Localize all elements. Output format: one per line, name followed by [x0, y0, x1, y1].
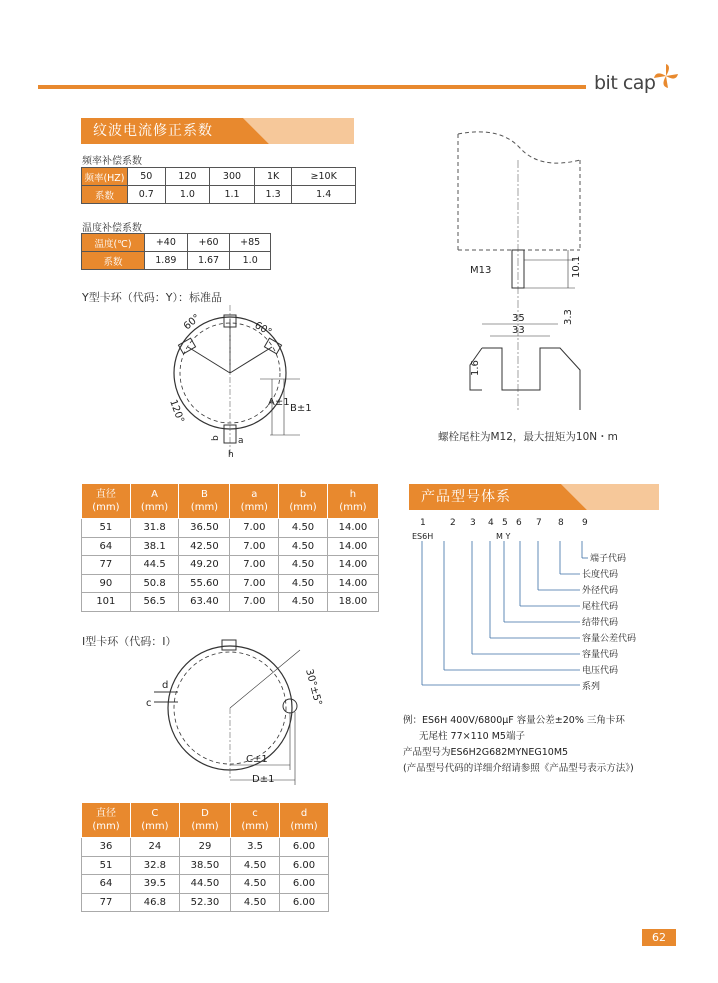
table-header-row — [82, 484, 379, 519]
temp-table — [81, 233, 271, 270]
table-cell: 4.50 — [231, 893, 280, 912]
code-num: 2 — [450, 518, 456, 528]
table-cell: +40 — [145, 234, 188, 252]
table-cell: 6.00 — [280, 875, 329, 894]
table-cell: 101 — [82, 593, 131, 612]
table-cell: 44.5 — [130, 556, 179, 575]
i-label-c: c — [146, 698, 152, 709]
y-label-b1: B±1 — [290, 403, 312, 414]
table-row — [82, 856, 329, 875]
i-label-c1: C±1 — [246, 754, 268, 765]
table-cell: 300 — [210, 168, 255, 186]
table-row — [82, 893, 329, 912]
example-line-1: 例：ES6H 400V/6800μF 容量公差±20% 三角卡环 — [403, 715, 625, 726]
table-cell: 1.67 — [187, 252, 230, 270]
y-label-120: 120° — [167, 398, 186, 425]
table-cell: 1.0 — [230, 252, 271, 270]
table-header: D (mm) — [179, 803, 230, 838]
bolt-label-3-3: 3.3 — [563, 309, 574, 325]
bolt-label-1-6: 1.6 — [470, 360, 481, 376]
table-cell: 1K — [254, 168, 292, 186]
y-clamp-drawing — [160, 305, 340, 465]
table-cell: 46.8 — [130, 893, 179, 912]
table-cell: 36.50 — [179, 519, 230, 538]
table-header: b (mm) — [279, 484, 328, 519]
table-header: h (mm) — [327, 484, 378, 519]
table-cell: 50 — [128, 168, 166, 186]
header-rule — [38, 85, 586, 89]
code-num: 8 — [558, 518, 564, 528]
code-num: 9 — [582, 518, 588, 528]
table-cell: 31.8 — [130, 519, 179, 538]
table-cell: 系数 — [82, 252, 145, 270]
table-header: c (mm) — [231, 803, 280, 838]
bolt-label-33: 33 — [512, 325, 525, 336]
table-row — [82, 875, 329, 894]
table-header: 直径 (mm) — [82, 484, 131, 519]
y-label-a1: A±1 — [268, 397, 290, 408]
example-line-2: 无尾柱 77×110 M5端子 — [419, 731, 525, 742]
table-row — [82, 593, 379, 612]
example-line-4: (产品型号代码的详细介绍请参照《产品型号表示方法》) — [403, 763, 634, 774]
bolt-caption: 螺栓尾柱为M12，最大扭矩为10N・m — [438, 431, 618, 443]
banner-slant — [549, 484, 589, 510]
y-label-60a: 60° — [181, 312, 203, 333]
y-clamp-caption: Y型卡环（代码：Y）：标准品 — [82, 291, 222, 304]
i-clamp-table — [81, 802, 329, 912]
table-cell: 39.5 — [130, 875, 179, 894]
table-cell: 4.50 — [279, 593, 328, 612]
table-cell: 38.50 — [179, 856, 230, 875]
code-label: 容量公差代码 — [582, 634, 637, 644]
brand-logo: bit cap — [594, 72, 656, 94]
table-cell: 44.50 — [179, 875, 230, 894]
table-cell: 36 — [82, 838, 131, 857]
code-mid: M Y — [496, 532, 511, 541]
table-cell: 120 — [165, 168, 210, 186]
table-cell: 7.00 — [230, 593, 279, 612]
table-cell: 14.00 — [327, 519, 378, 538]
table-cell: 1.0 — [165, 186, 210, 204]
table-cell: 3.5 — [231, 838, 280, 857]
table-cell: 4.50 — [279, 537, 328, 556]
table-cell: 6.00 — [280, 856, 329, 875]
y-label-b: b — [211, 435, 221, 441]
example-line-3: 产品型号为ES6H2G682MYNEG10M5 — [403, 747, 569, 758]
table-row — [82, 537, 379, 556]
table-header: A (mm) — [130, 484, 179, 519]
code-prefix: ES6H — [412, 532, 434, 541]
ripple-section-title: 纹波电流修正系数 — [81, 118, 243, 144]
code-num: 7 — [536, 518, 542, 528]
table-cell: 51 — [82, 856, 131, 875]
code-label: 容量代码 — [582, 650, 619, 660]
table-cell: 64 — [82, 875, 131, 894]
table-cell: 49.20 — [179, 556, 230, 575]
table-cell: 55.60 — [179, 574, 230, 593]
model-section-title: 产品型号体系 — [409, 484, 561, 510]
table-header: 直径 (mm) — [82, 803, 131, 838]
i-clamp-drawing — [140, 630, 340, 790]
table-header: C (mm) — [130, 803, 179, 838]
y-label-a: a — [238, 436, 244, 446]
temp-caption: 温度补偿系数 — [82, 223, 142, 234]
table-cell: 4.50 — [231, 856, 280, 875]
code-label: 尾柱代码 — [582, 602, 619, 612]
bolt-drawing — [440, 120, 600, 420]
table-cell: 56.5 — [130, 593, 179, 612]
pinwheel-icon — [652, 62, 680, 90]
y-label-60b: 60° — [252, 320, 274, 339]
table-row — [82, 556, 379, 575]
table-cell: 1.89 — [145, 252, 188, 270]
model-section-banner — [409, 484, 659, 510]
table-cell: 32.8 — [130, 856, 179, 875]
table-cell: 52.30 — [179, 893, 230, 912]
page-number: 62 — [642, 929, 676, 946]
table-header: d (mm) — [280, 803, 329, 838]
table-cell: 4.50 — [231, 875, 280, 894]
table-cell: 7.00 — [230, 574, 279, 593]
i-label-d1: D±1 — [252, 774, 275, 785]
table-cell: 63.40 — [179, 593, 230, 612]
table-cell: 频率(HZ) — [82, 168, 128, 186]
bolt-label-10: 10.1 — [571, 255, 582, 278]
table-cell: 0.7 — [128, 186, 166, 204]
table-cell: 系数 — [82, 186, 128, 204]
table-cell: 7.00 — [230, 556, 279, 575]
bolt-label-m13: M13 — [470, 265, 492, 276]
bolt-label-35: 35 — [512, 313, 525, 324]
table-row — [82, 519, 379, 538]
table-cell: 64 — [82, 537, 131, 556]
table-cell: 14.00 — [327, 537, 378, 556]
i-label-d: d — [162, 680, 169, 691]
table-cell: +85 — [230, 234, 271, 252]
table-cell: 90 — [82, 574, 131, 593]
freq-caption: 频率补偿系数 — [82, 156, 142, 167]
freq-table — [81, 167, 356, 204]
table-cell: 77 — [82, 556, 131, 575]
code-num: 4 — [488, 518, 494, 528]
table-cell: 14.00 — [327, 556, 378, 575]
table-cell: 1.3 — [254, 186, 292, 204]
y-label-h: h — [228, 450, 234, 460]
table-row — [82, 168, 356, 186]
table-cell: 温度(℃) — [82, 234, 145, 252]
table-header-row — [82, 803, 329, 838]
table-cell: 42.50 — [179, 537, 230, 556]
code-num: 6 — [516, 518, 522, 528]
table-cell: 38.1 — [130, 537, 179, 556]
table-cell: 7.00 — [230, 519, 279, 538]
table-cell: ≥10K — [292, 168, 356, 186]
code-label: 电压代码 — [582, 666, 619, 676]
table-cell: 24 — [130, 838, 179, 857]
code-num: 3 — [470, 518, 476, 528]
code-label: 系列 — [582, 682, 601, 692]
table-cell: 4.50 — [279, 519, 328, 538]
table-cell: 14.00 — [327, 574, 378, 593]
code-label: 外径代码 — [582, 586, 619, 596]
code-num: 5 — [502, 518, 508, 528]
table-cell: 29 — [179, 838, 230, 857]
code-label: 结带代码 — [582, 618, 619, 628]
table-cell: 7.00 — [230, 537, 279, 556]
table-cell: 1.1 — [210, 186, 255, 204]
table-row — [82, 252, 271, 270]
table-cell: 6.00 — [280, 893, 329, 912]
i-clamp-caption: I型卡环（代码：I） — [82, 635, 177, 648]
code-num: 1 — [420, 518, 426, 528]
ripple-section-banner — [81, 118, 354, 144]
table-cell: 6.00 — [280, 838, 329, 857]
table-cell: 51 — [82, 519, 131, 538]
model-code-diagram — [410, 515, 680, 695]
table-cell: 18.00 — [327, 593, 378, 612]
table-cell: 4.50 — [279, 556, 328, 575]
table-cell: +60 — [187, 234, 230, 252]
table-row — [82, 574, 379, 593]
table-header: a (mm) — [230, 484, 279, 519]
i-label-deg: 30°±5° — [303, 667, 324, 707]
table-header: B (mm) — [179, 484, 230, 519]
y-clamp-table — [81, 483, 379, 612]
table-row — [82, 186, 356, 204]
code-label: 长度代码 — [582, 570, 619, 580]
table-row — [82, 838, 329, 857]
code-label: 端子代码 — [590, 554, 627, 564]
table-cell: 1.4 — [292, 186, 356, 204]
table-cell: 77 — [82, 893, 131, 912]
table-cell: 4.50 — [279, 574, 328, 593]
table-cell: 50.8 — [130, 574, 179, 593]
banner-slant — [231, 118, 271, 144]
table-row — [82, 234, 271, 252]
